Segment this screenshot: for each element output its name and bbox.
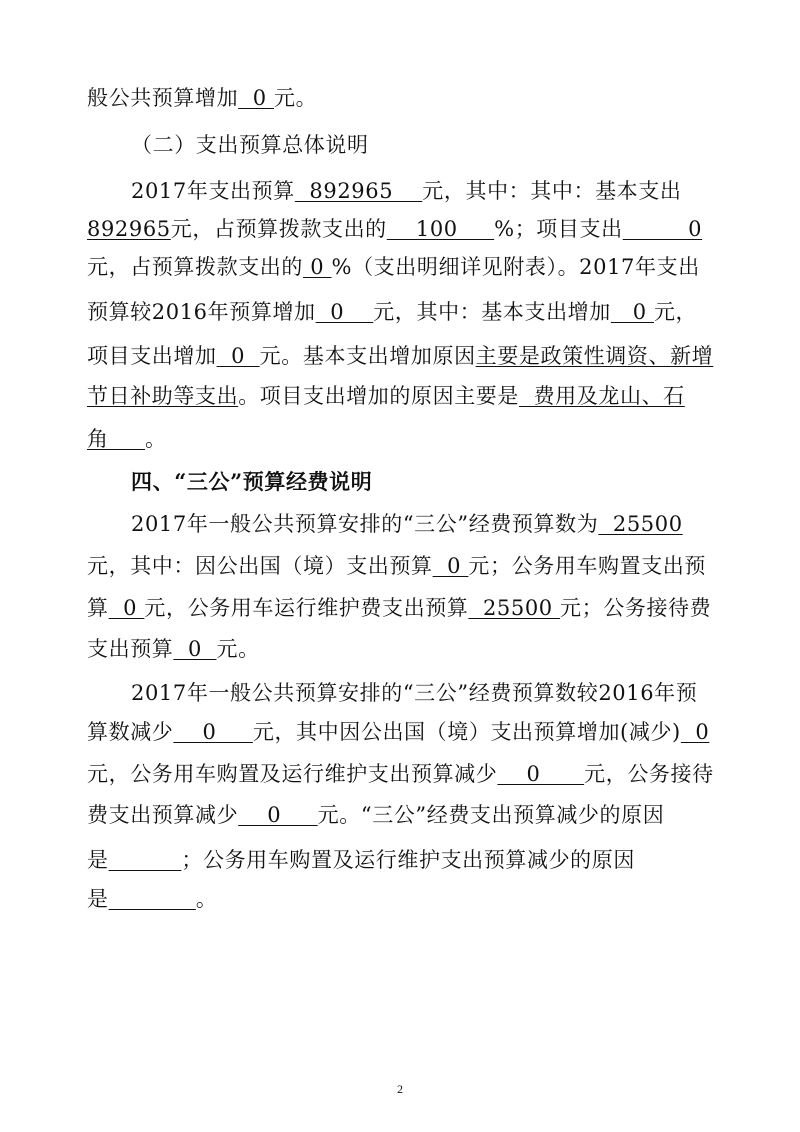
text-segment: 算数减少	[87, 720, 174, 744]
text-segment: （二）支出预算总体说明	[131, 133, 369, 157]
text-segment: 。	[144, 427, 167, 451]
text-segment: 2017年一般公共预算安排的“三公”经费预算数为	[131, 512, 599, 536]
text-segment: 项目支出增加	[87, 344, 217, 368]
text-line	[131, 512, 683, 536]
underlined-fill-value: 0	[238, 803, 318, 827]
underlined-fill-value: 主要是政策性调资、新增	[475, 344, 714, 368]
text-segment: 元，	[653, 300, 698, 324]
text-segment: 元，其中：基本支出增加	[373, 300, 611, 324]
text-segment: 支出预算	[87, 637, 174, 661]
text-line	[87, 86, 317, 110]
text-segment: 算	[87, 596, 109, 620]
text-line	[87, 637, 260, 661]
text-line	[87, 887, 218, 911]
text-line	[87, 344, 713, 368]
text-line	[87, 300, 697, 324]
text-segment: ；公务用车购置及运行维护支出预算减少的原因	[181, 848, 635, 872]
text-segment: 元，其中：其中：基本支出	[422, 179, 682, 203]
text-segment: 元，其中因公出国（境）支出预算增加(减少)	[252, 720, 681, 744]
underlined-fill-value: 0	[680, 720, 710, 744]
text-line	[87, 427, 167, 451]
underlined-fill-value: 0	[432, 554, 469, 578]
text-segment: 元，占预算拨款支出的	[87, 255, 303, 279]
text-segment: 般公共预算增加	[87, 86, 239, 110]
text-line	[87, 803, 664, 827]
text-segment: 元；公务用车购置支出预	[468, 554, 707, 578]
underlined-fill-value	[109, 887, 196, 911]
text-segment: 四、“三公”预算经费说明	[131, 469, 373, 494]
text-segment: 是	[87, 848, 109, 872]
text-line	[131, 179, 681, 203]
underlined-fill-value: 0	[108, 596, 145, 620]
underlined-fill-value: 费用及龙山、石	[519, 384, 685, 408]
underlined-fill-value: 892965	[294, 179, 423, 203]
text-line	[87, 554, 706, 578]
text-segment: 元，公务接待	[584, 762, 714, 786]
text-line	[131, 681, 697, 705]
text-segment: 元。“三公”经费支出预算减少的原因	[317, 803, 665, 827]
underlined-fill-value: 0	[173, 720, 253, 744]
text-segment: 元，公务用车运行维护费支出预算	[144, 596, 469, 620]
text-segment: 元；公务接待费	[560, 596, 712, 620]
underlined-fill-value	[109, 848, 182, 872]
underlined-fill-value: 节日补助等支出	[87, 384, 239, 408]
page-number: 2	[397, 1082, 403, 1096]
underlined-fill-value: 892965	[87, 217, 171, 241]
text-segment: %；项目支出	[494, 217, 623, 241]
underlined-fill-value: 0	[173, 637, 217, 661]
text-segment: 2017年支出预算	[131, 179, 295, 203]
text-segment: 是	[87, 887, 109, 911]
section-heading	[131, 470, 372, 494]
underlined-fill-value: 0	[622, 217, 703, 241]
text-segment: 元。基本支出增加原因	[259, 344, 476, 368]
text-line	[87, 217, 702, 241]
text-segment: 元。	[274, 86, 318, 110]
text-line	[87, 720, 709, 744]
underlined-fill-value: 0	[610, 300, 654, 324]
text-line	[87, 596, 711, 620]
text-segment: 2017年一般公共预算安排的“三公”经费预算数较2016年预	[131, 681, 698, 705]
underlined-fill-value: 25500	[598, 512, 683, 536]
text-line	[87, 255, 700, 279]
text-segment: 元，其中：因公出国（境）支出预算	[87, 554, 433, 578]
underlined-fill-value: 0	[303, 255, 332, 279]
underlined-fill-value: 0	[315, 300, 374, 324]
text-segment: 元。	[216, 637, 260, 661]
text-segment: %（支出明细详见附表）。2017年支出	[331, 255, 700, 279]
text-segment: 元，公务用车购置及运行维护支出预算减少	[87, 762, 498, 786]
underlined-fill-value: 0	[238, 86, 274, 110]
text-line	[87, 848, 635, 872]
underlined-fill-value: 0	[216, 344, 260, 368]
text-line	[87, 762, 714, 786]
underlined-fill-value: 100	[386, 217, 495, 241]
underlined-fill-value: 0	[497, 762, 585, 786]
text-segment: 元，占预算拨款支出的	[170, 217, 387, 241]
text-segment: 预算较2016年预算增加	[87, 300, 316, 324]
underlined-fill-value: 角	[87, 427, 145, 451]
text-line	[87, 384, 685, 408]
text-segment: 。	[195, 887, 218, 911]
text-segment: 费支出预算减少	[87, 803, 239, 827]
underlined-fill-value: 25500	[468, 596, 561, 620]
text-line	[131, 133, 369, 157]
text-segment: 。项目支出增加的原因主要是	[238, 384, 520, 408]
